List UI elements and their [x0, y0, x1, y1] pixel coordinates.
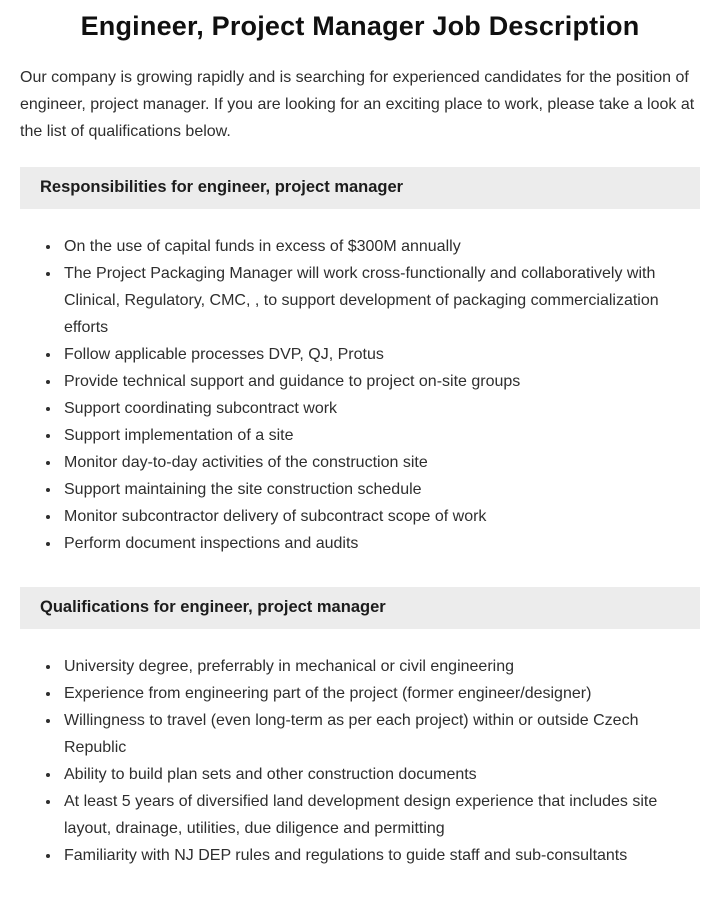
qualifications-section: [20, 587, 700, 869]
intro-paragraph: Our company is growing rapidly and is searching for experienced candidates for the position of engineer, project manager. If you are looking for an exciting place to work, please take a look at the list of qualifications below.: [20, 69, 695, 141]
list-item: • Follow applicable processes DVP, QJ, Protus: [61, 341, 700, 368]
list-item: • Experience from engineering part of the project (former engineer/designer): [61, 680, 700, 707]
list-item: • Support maintaining the site construction schedule: [61, 476, 700, 503]
responsibilities-heading: Responsibilities for engineer, project manager: [20, 167, 700, 209]
list-item: • Ability to build plan sets and other construction documents: [61, 761, 700, 788]
responsibilities-list: [20, 233, 700, 557]
list-item: • The Project Packaging Manager will work cross-functionally and collaboratively with Clinical, Regulatory, CMC, , to support development of packaging commercialization efforts: [61, 260, 700, 341]
list-item: • Support coordinating subcontract work: [61, 395, 700, 422]
list-item: • Support implementation of a site: [61, 422, 700, 449]
page-title: Engineer, Project Manager Job Description: [80, 11, 640, 41]
qualifications-heading: Qualifications for engineer, project manager: [20, 587, 700, 629]
list-item: • Familiarity with NJ DEP rules and regulations to guide staff and sub-consultants: [61, 842, 700, 869]
list-item: • University degree, preferrably in mechanical or civil engineering: [61, 653, 700, 680]
qualifications-list: [20, 653, 700, 869]
list-item: • Willingness to travel (even long-term as per each project) within or outside Czech Republic: [61, 707, 700, 761]
list-item: • On the use of capital funds in excess of $300M annually: [61, 233, 700, 260]
list-item: • Monitor subcontractor delivery of subcontract scope of work: [61, 503, 700, 530]
list-item: • Monitor day-to-day activities of the construction site: [61, 449, 700, 476]
list-item: • At least 5 years of diversified land development design experience that includes site layout, drainage, utilities, due diligence and permitting: [61, 788, 700, 842]
responsibilities-section: [20, 167, 700, 557]
list-item: • Provide technical support and guidance to project on-site groups: [61, 368, 700, 395]
list-item: • Perform document inspections and audits: [61, 530, 700, 557]
